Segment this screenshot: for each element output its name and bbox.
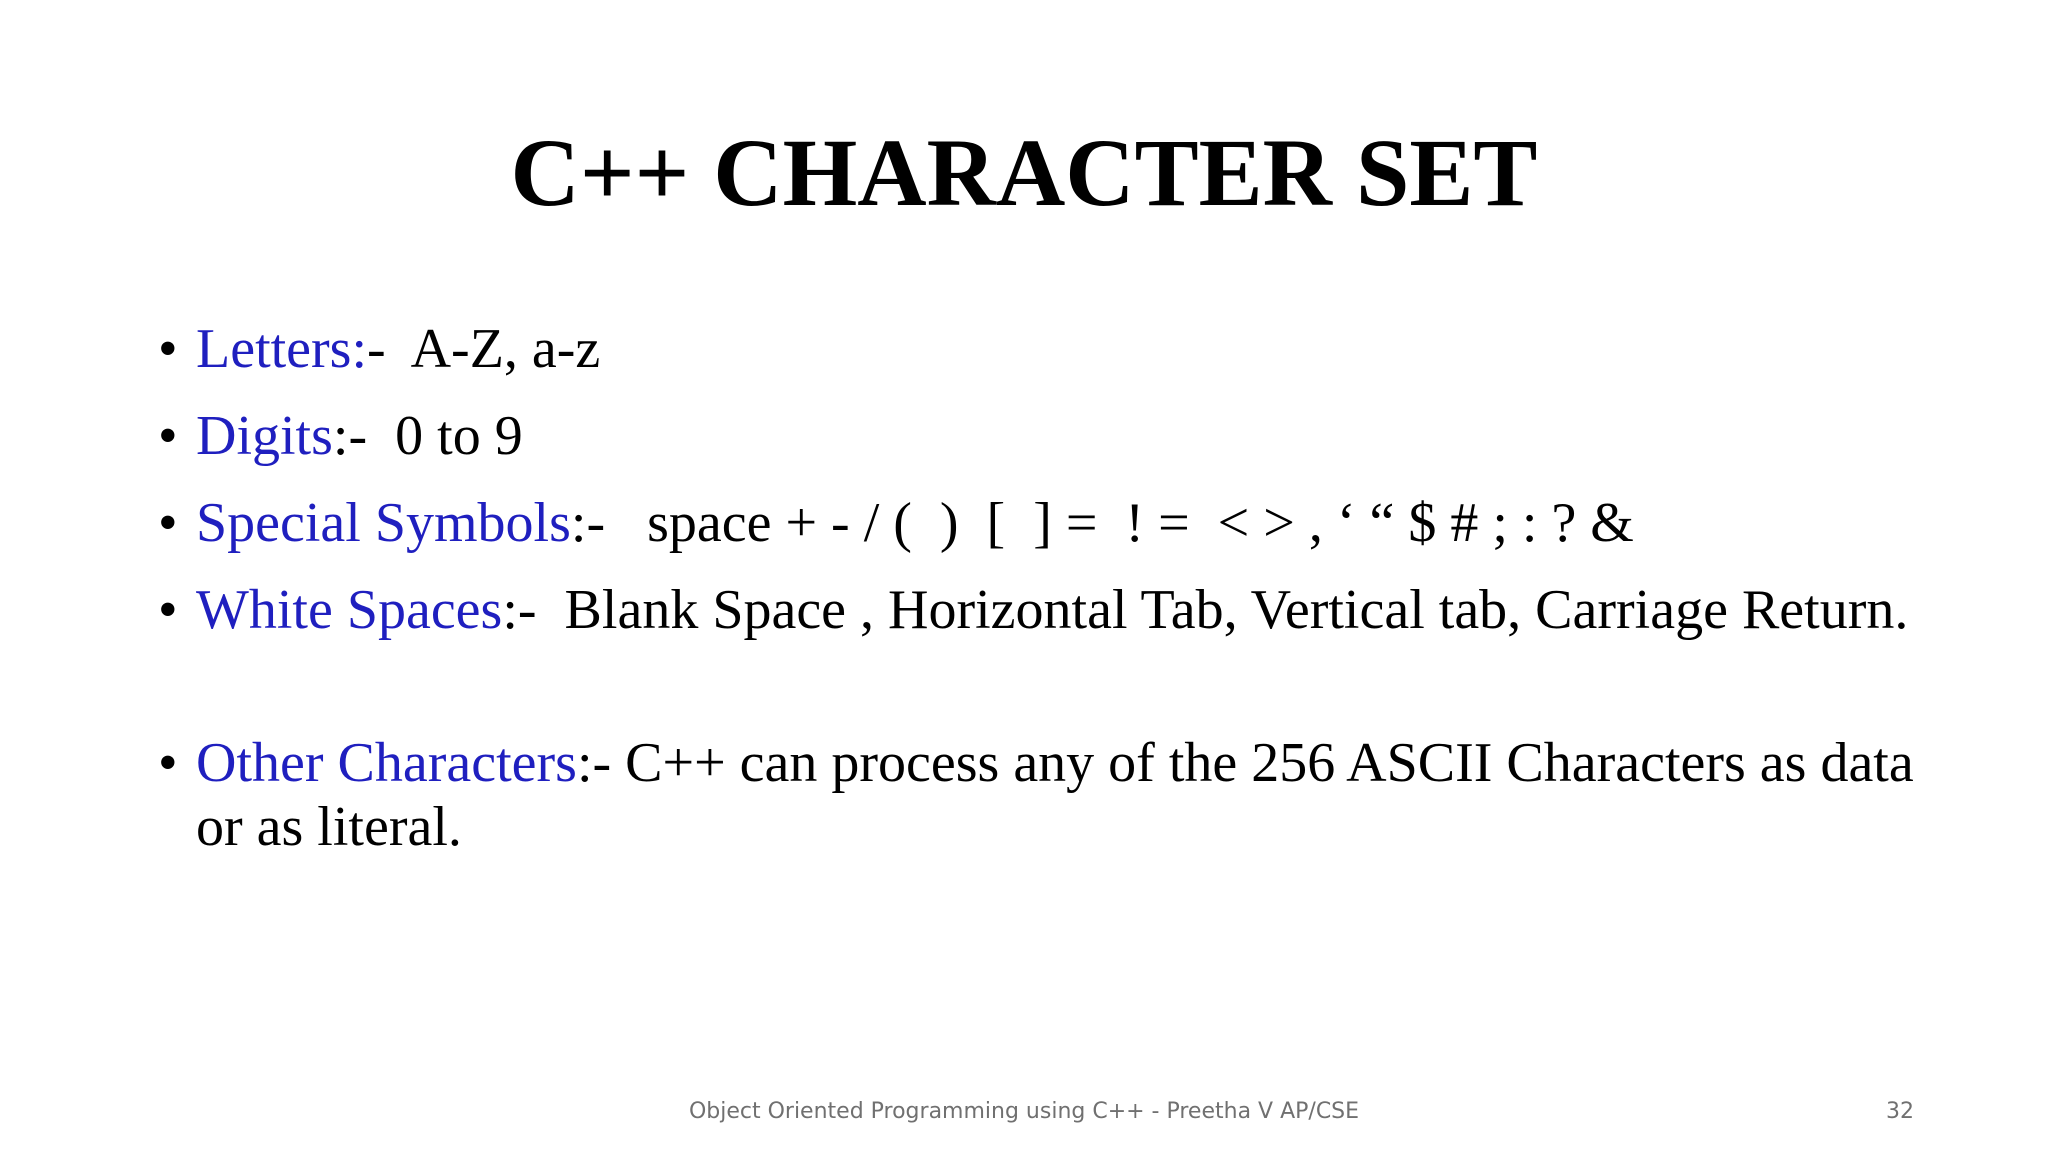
bullet-marker: • — [158, 318, 178, 380]
page-number: 32 — [1886, 1099, 1914, 1124]
slide-footer: Object Oriented Programming using C++ - Preetha V AP/CSE — [688, 1099, 1360, 1124]
bullet-content — [196, 491, 1918, 555]
bullet-content — [196, 731, 1928, 859]
bullet-text: :- C++ can process any of the 256 ASCII Characters as data or as literal. — [196, 732, 1928, 858]
bullet-marker: • — [158, 492, 178, 554]
bullet-term: Special Symbols — [196, 492, 571, 554]
bullet-item-letters — [158, 317, 1918, 381]
bullet-marker: • — [158, 405, 178, 467]
bullet-text: :- 0 to 9 — [332, 405, 523, 467]
bullet-text: :- Blank Space , Horizontal Tab, Vertical tab, Carriage Return. — [502, 579, 1909, 641]
bullet-item-white-spaces — [158, 578, 1918, 642]
bullet-content — [196, 578, 1918, 642]
bullet-marker: • — [158, 732, 178, 794]
bullet-content — [196, 404, 1918, 468]
bullet-text: - A-Z, a-z — [367, 318, 601, 380]
slide-title: C++ CHARACTER SET — [510, 119, 1538, 226]
bullet-term: Digits — [196, 405, 333, 467]
bullet-term: White Spaces — [196, 579, 503, 641]
bullet-item-special-symbols — [158, 491, 1918, 555]
bullet-text: :- space + - / ( ) [ ] = ! = < > , ‘ “ $ # ; : ? & — [570, 492, 1634, 554]
bullet-item-other-characters — [158, 731, 1928, 859]
bullet-marker: • — [158, 579, 178, 641]
bullet-content — [196, 317, 1918, 381]
bullet-term: Letters: — [196, 318, 368, 380]
bullet-term: Other Characters — [196, 732, 577, 794]
bullet-item-digits — [158, 404, 1918, 468]
